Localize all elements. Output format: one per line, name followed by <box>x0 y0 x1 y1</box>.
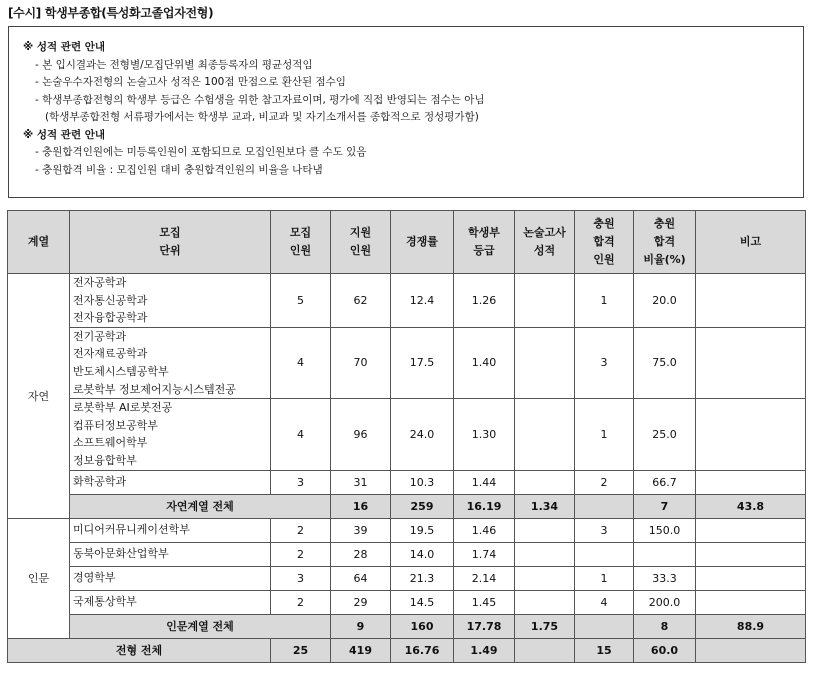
total-ratio: 88.9 <box>696 614 806 638</box>
applicants-cell: 28 <box>331 542 391 566</box>
group-humanities: 인문 <box>8 518 70 638</box>
total-applicants: 160 <box>391 614 454 638</box>
total-competition: 17.78 <box>454 614 515 638</box>
unit-cell: 화학공학과 <box>70 470 271 494</box>
header-quota: 모집 인원 <box>271 211 331 274</box>
notice-subline: (학생부종합전형 서류평가에서는 학생부 교과, 비교과 및 자기소개서를 종합적으로 정성평가함) <box>45 111 479 123</box>
unit-cell: 국제통상학부 <box>70 590 271 614</box>
grade-cell: 1.74 <box>454 542 515 566</box>
note-cell <box>696 590 806 614</box>
essay-cell <box>515 518 575 542</box>
total-competition: 16.76 <box>391 638 454 662</box>
unit-cell: 전자공학과 전자통신공학과 전자융합공학과 <box>70 274 271 328</box>
essay-cell <box>515 399 575 470</box>
extra-cell: 3 <box>575 518 634 542</box>
quota-cell: 3 <box>271 566 331 590</box>
grade-cell: 1.46 <box>454 518 515 542</box>
extra-cell <box>575 542 634 566</box>
extra-cell: 3 <box>575 327 634 398</box>
total-extra: 15 <box>575 638 634 662</box>
ratio-cell: 25.0 <box>634 399 696 470</box>
essay-cell <box>515 590 575 614</box>
total-essay <box>515 638 575 662</box>
extra-cell: 1 <box>575 399 634 470</box>
total-applicants: 259 <box>391 494 454 518</box>
grade-cell: 1.26 <box>454 274 515 328</box>
total-extra: 7 <box>634 494 696 518</box>
unit-cell: 전기공학과 전자재료공학과 반도체시스템공학부 로봇학부 정보제어지능시스템전공 <box>70 327 271 398</box>
total-grade: 1.75 <box>515 614 575 638</box>
table-row <box>8 542 806 566</box>
notice-line: - 본 입시결과는 전형별/모집단위별 최종등록자의 평균성적임 <box>35 58 313 71</box>
table-row <box>8 327 806 398</box>
extra-cell: 1 <box>575 566 634 590</box>
header-extra: 충원 합격 인원 <box>575 211 634 274</box>
header-field: 계열 <box>8 211 70 274</box>
total-quota: 16 <box>331 494 391 518</box>
total-essay <box>575 614 634 638</box>
total-applicants: 419 <box>331 638 391 662</box>
grand-total-row <box>8 638 806 662</box>
competition-cell: 10.3 <box>391 470 454 494</box>
quota-cell: 2 <box>271 590 331 614</box>
page-title: [수시] 학생부종합(특성화고졸업자전형) <box>8 6 214 20</box>
table-row <box>8 399 806 470</box>
essay-cell <box>515 327 575 398</box>
quota-cell: 3 <box>271 470 331 494</box>
note-cell <box>696 542 806 566</box>
total-essay <box>575 494 634 518</box>
ratio-cell <box>634 542 696 566</box>
ratio-cell: 33.3 <box>634 566 696 590</box>
group-science: 자연 <box>8 274 70 519</box>
note-cell <box>696 399 806 470</box>
applicants-cell: 29 <box>331 590 391 614</box>
ratio-cell: 75.0 <box>634 327 696 398</box>
quota-cell: 4 <box>271 327 331 398</box>
ratio-cell: 66.7 <box>634 470 696 494</box>
unit-cell: 로봇학부 AI로봇전공 컴퓨터정보공학부 소프트웨어학부 정보융합학부 <box>70 399 271 470</box>
notice-box <box>8 26 804 198</box>
notice-heading: ※ 성적 관련 안내 <box>23 128 106 141</box>
competition-cell: 14.5 <box>391 590 454 614</box>
applicants-cell: 96 <box>331 399 391 470</box>
competition-cell: 12.4 <box>391 274 454 328</box>
table-row <box>8 566 806 590</box>
notice-line: - 학생부종합전형의 학생부 등급은 수험생을 위한 참고자료이며, 평가에 직접 반영되는 점수는 아님 <box>35 93 485 106</box>
science-total-row <box>8 494 806 518</box>
total-label: 인문계열 전체 <box>70 614 331 638</box>
applicants-cell: 64 <box>331 566 391 590</box>
competition-cell: 24.0 <box>391 399 454 470</box>
applicants-cell: 39 <box>331 518 391 542</box>
ratio-cell: 200.0 <box>634 590 696 614</box>
total-label: 전형 전체 <box>8 638 271 662</box>
total-quota: 9 <box>331 614 391 638</box>
competition-cell: 19.5 <box>391 518 454 542</box>
quota-cell: 5 <box>271 274 331 328</box>
grade-cell: 1.30 <box>454 399 515 470</box>
essay-cell <box>515 566 575 590</box>
grade-cell: 1.45 <box>454 590 515 614</box>
notice-heading: ※ 성적 관련 안내 <box>23 41 106 53</box>
header-ratio: 충원 합격 비율(%) <box>634 211 696 274</box>
essay-cell <box>515 542 575 566</box>
quota-cell: 4 <box>271 399 331 470</box>
total-note <box>696 638 806 662</box>
notice-line: - 충원합격 비율 : 모집인원 대비 충원합격인원의 비율을 나타냄 <box>35 163 323 176</box>
extra-cell: 1 <box>575 274 634 328</box>
table-header-row <box>8 211 806 274</box>
note-cell <box>696 470 806 494</box>
unit-cell: 동북아문화산업학부 <box>70 542 271 566</box>
essay-cell <box>515 274 575 328</box>
table-row <box>8 470 806 494</box>
total-ratio: 60.0 <box>634 638 696 662</box>
total-extra: 8 <box>634 614 696 638</box>
total-ratio: 43.8 <box>696 494 806 518</box>
header-unit: 모집 단위 <box>70 211 271 274</box>
total-grade: 1.49 <box>454 638 515 662</box>
unit-cell: 미디어커뮤니케이션학부 <box>70 518 271 542</box>
essay-cell <box>515 470 575 494</box>
unit-cell: 경영학부 <box>70 566 271 590</box>
ratio-cell: 150.0 <box>634 518 696 542</box>
notice-line: - 논술우수자전형의 논술고사 성적은 100점 만점으로 환산된 점수임 <box>35 76 346 88</box>
results-table <box>7 210 806 663</box>
competition-cell: 14.0 <box>391 542 454 566</box>
competition-cell: 17.5 <box>391 327 454 398</box>
competition-cell: 21.3 <box>391 566 454 590</box>
quota-cell: 2 <box>271 542 331 566</box>
extra-cell: 2 <box>575 470 634 494</box>
header-essay: 논술고사 성적 <box>515 211 575 274</box>
grade-cell: 2.14 <box>454 566 515 590</box>
humanities-total-row <box>8 614 806 638</box>
total-competition: 16.19 <box>454 494 515 518</box>
table-row <box>8 518 806 542</box>
ratio-cell: 20.0 <box>634 274 696 328</box>
table-row <box>8 590 806 614</box>
header-competition: 경쟁률 <box>391 211 454 274</box>
total-quota: 25 <box>271 638 331 662</box>
note-cell <box>696 327 806 398</box>
grade-cell: 1.44 <box>454 470 515 494</box>
note-cell <box>696 518 806 542</box>
header-applicants: 지원 인원 <box>331 211 391 274</box>
applicants-cell: 31 <box>331 470 391 494</box>
header-grade: 학생부 등급 <box>454 211 515 274</box>
quota-cell: 2 <box>271 518 331 542</box>
table-row <box>8 274 806 328</box>
grade-cell: 1.40 <box>454 327 515 398</box>
total-grade: 1.34 <box>515 494 575 518</box>
header-note: 비고 <box>696 211 806 274</box>
note-cell <box>696 566 806 590</box>
note-cell <box>696 274 806 328</box>
extra-cell: 4 <box>575 590 634 614</box>
notice-line: - 충원합격인원에는 미등록인원이 포함되므로 모집인원보다 클 수도 있음 <box>35 146 367 158</box>
applicants-cell: 70 <box>331 327 391 398</box>
total-label: 자연계열 전체 <box>70 494 331 518</box>
applicants-cell: 62 <box>331 274 391 328</box>
